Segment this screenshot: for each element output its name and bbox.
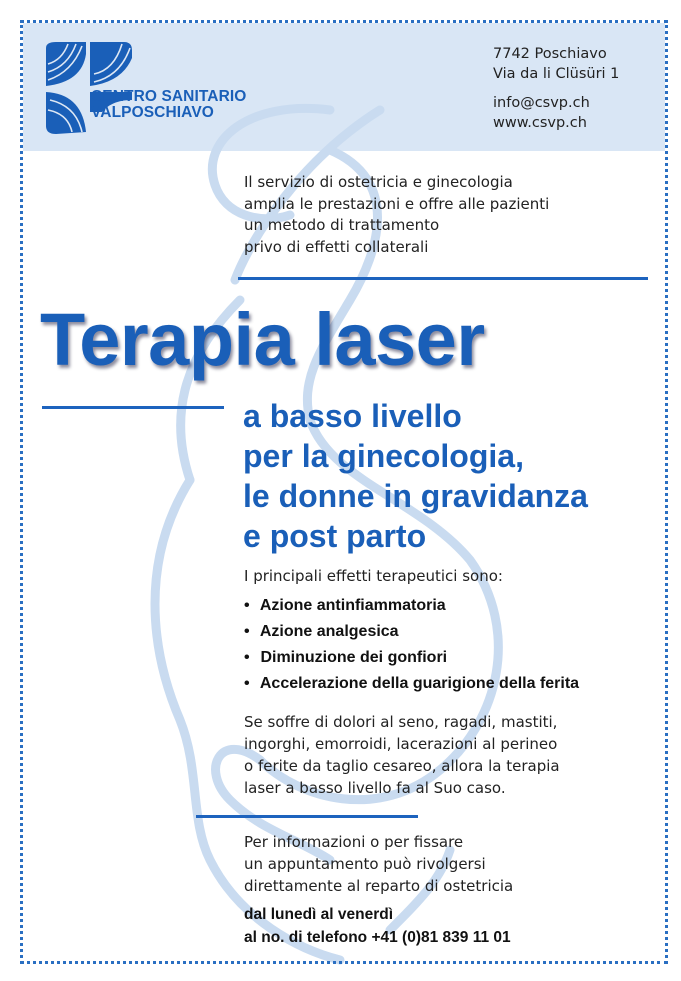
divider-bottom	[196, 815, 418, 818]
info-line: direttamente al reparto di ostetricia	[244, 877, 514, 895]
paragraph-line: ingorghi, emorroidi, lacerazioni al perineo	[244, 735, 558, 753]
intro-line: Il servizio di ostetricia e ginecologia	[244, 173, 513, 191]
subtitle-line: le donne in gravidanza	[243, 478, 588, 514]
intro-line: un metodo di trattamento	[244, 216, 440, 234]
contact-block	[493, 44, 619, 133]
schedule-days: dal lunedì al venerdì	[244, 906, 394, 923]
effect-label: Azione analgesica	[259, 623, 399, 640]
logo-name	[91, 89, 246, 121]
list-item	[244, 645, 579, 671]
subtitle	[243, 396, 588, 556]
info-line: Per informazioni o per fissare	[244, 833, 464, 851]
effect-label: Diminuzione dei gonfiori	[260, 649, 448, 666]
bullet-icon: •	[244, 597, 250, 614]
paragraph-line: laser a basso livello fa al Suo caso.	[244, 779, 506, 797]
postal-address: 7742 Poschiavo	[493, 46, 607, 62]
subtitle-line: a basso livello	[243, 398, 462, 434]
subtitle-line: per la ginecologia,	[243, 438, 524, 474]
page-title: Terapia laser	[40, 298, 485, 381]
bullet-icon: •	[244, 623, 250, 640]
divider-top	[238, 277, 648, 280]
divider-left	[42, 406, 224, 409]
effect-label: Accelerazione della guarigione della ferita	[259, 675, 580, 692]
info-text	[244, 831, 513, 897]
email-link[interactable]: info@csvp.ch	[493, 95, 590, 111]
intro-text	[244, 172, 549, 258]
list-item	[244, 671, 579, 697]
street-address: Via da li Clüsüri 1	[493, 66, 620, 82]
paragraph-line: Se soffre di dolori al seno, ragadi, mastiti,	[244, 713, 558, 731]
bullet-icon: •	[244, 649, 250, 666]
phone-number[interactable]: al no. di telefono +41 (0)81 839 11 01	[244, 929, 511, 946]
bullet-icon: •	[244, 675, 250, 692]
info-line: un appuntamento può rivolgersi	[244, 855, 486, 873]
list-item	[244, 619, 579, 645]
effects-intro: I principali effetti terapeutici sono:	[244, 567, 503, 585]
schedule-block	[244, 903, 511, 949]
intro-line: privo di effetti collaterali	[244, 237, 429, 256]
conditions-paragraph	[244, 711, 560, 799]
logo-line-1: CENTRO SANITARIO	[91, 88, 247, 105]
effect-label: Azione antinfiammatoria	[259, 597, 446, 614]
intro-line: amplia le prestazioni e offre alle pazienti	[244, 194, 550, 213]
logo-line-2: VALPOSCHIAVO	[91, 104, 214, 121]
website-link[interactable]: www.csvp.ch	[493, 115, 587, 131]
subtitle-line: e post parto	[243, 518, 427, 554]
list-item	[244, 593, 579, 619]
paragraph-line: o ferite da taglio cesareo, allora la terapia	[244, 757, 560, 775]
effects-list	[244, 593, 579, 697]
